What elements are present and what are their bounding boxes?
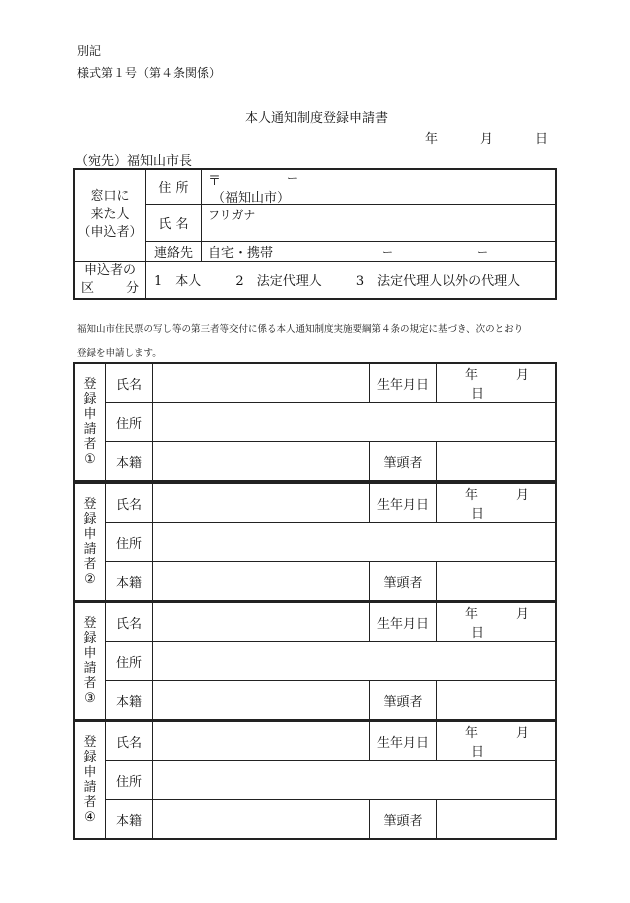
name-label: 氏名 bbox=[106, 483, 153, 523]
option-other-agent[interactable]: 3 法定代理人以外の代理人 bbox=[355, 274, 521, 289]
appendix-note: 別記 bbox=[77, 44, 102, 58]
domicile-input[interactable] bbox=[153, 800, 370, 840]
date-month: 月 bbox=[480, 132, 494, 147]
domicile-label: 本籍 bbox=[106, 562, 153, 602]
window-visitor-label: 窓口に 来た人 （申込者） bbox=[74, 169, 146, 261]
head-label: 筆頭者 bbox=[370, 442, 437, 482]
form-number: 様式第１号（第４条関係） bbox=[77, 66, 222, 80]
registrant-table-1 bbox=[73, 362, 557, 482]
statement-line-1: 福知山市住民票の写し等の第三者等交付に係る本人通知制度実施要綱第４条の規定に基づき、次のとおり bbox=[77, 324, 524, 335]
furigana-label: フリガナ bbox=[208, 207, 256, 222]
registrant-table-2 bbox=[73, 482, 557, 602]
head-input[interactable] bbox=[437, 800, 557, 840]
applicant-address-field[interactable] bbox=[202, 169, 557, 204]
option-legal-agent[interactable]: 2 法定代理人 bbox=[235, 274, 322, 289]
document-title: 本人通知制度登録申請書 bbox=[245, 111, 389, 126]
birthdate-label: 生年月日 bbox=[370, 483, 437, 523]
head-input[interactable] bbox=[437, 681, 557, 721]
applicant-name-field[interactable] bbox=[202, 204, 557, 241]
birthdate-input[interactable]: 年 月日 bbox=[437, 721, 557, 761]
contact-type: 自宅・携帯 bbox=[208, 245, 274, 261]
address-label: 住所 bbox=[106, 403, 153, 442]
registrant-label-2: 登 録 申 請 者 ② bbox=[74, 483, 106, 601]
name-label: 氏名 bbox=[106, 363, 153, 403]
name-input[interactable] bbox=[153, 721, 370, 761]
address-label: 住所 bbox=[106, 523, 153, 562]
option-principal[interactable]: 1 本人 bbox=[154, 274, 202, 289]
statement-line-2: 登録を申請します。 bbox=[77, 348, 162, 359]
birthdate-label: 生年月日 bbox=[370, 363, 437, 403]
name-label: 氏名 bbox=[106, 721, 153, 761]
birthdate-input[interactable]: 年 月日 bbox=[437, 483, 557, 523]
address-input[interactable] bbox=[153, 523, 557, 562]
domicile-input[interactable] bbox=[153, 562, 370, 602]
category-options bbox=[146, 261, 557, 299]
registrant-table-4 bbox=[73, 720, 557, 840]
domicile-label: 本籍 bbox=[106, 800, 153, 840]
head-label: 筆頭者 bbox=[370, 681, 437, 721]
domicile-input[interactable] bbox=[153, 681, 370, 721]
date-day: 日 bbox=[535, 132, 549, 147]
head-label: 筆頭者 bbox=[370, 562, 437, 602]
registrant-label-4: 登 録 申 請 者 ④ bbox=[74, 721, 106, 839]
head-input[interactable] bbox=[437, 442, 557, 482]
registrant-label-3: 登 録 申 請 者 ③ bbox=[74, 602, 106, 720]
domicile-input[interactable] bbox=[153, 442, 370, 482]
address-input[interactable] bbox=[153, 761, 557, 800]
date-year: 年 bbox=[425, 132, 439, 147]
name-input[interactable] bbox=[153, 483, 370, 523]
birthdate-input[interactable]: 年 月日 bbox=[437, 363, 557, 403]
head-input[interactable] bbox=[437, 562, 557, 602]
contact-label: 連絡先 bbox=[146, 241, 202, 261]
contact-dash-2: ー bbox=[477, 245, 488, 259]
city-note: （福知山市） bbox=[212, 191, 291, 206]
name-label: 氏 名 bbox=[146, 204, 202, 241]
contact-dash-1: ー bbox=[382, 245, 393, 259]
name-input[interactable] bbox=[153, 602, 370, 642]
domicile-label: 本籍 bbox=[106, 681, 153, 721]
birthdate-input[interactable]: 年 月日 bbox=[437, 602, 557, 642]
postal-dash: ー bbox=[287, 172, 298, 185]
birthdate-label: 生年月日 bbox=[370, 721, 437, 761]
name-input[interactable] bbox=[153, 363, 370, 403]
address-label: 住所 bbox=[106, 761, 153, 800]
address-input[interactable] bbox=[153, 403, 557, 442]
address-label: 住 所 bbox=[146, 169, 202, 204]
head-label: 筆頭者 bbox=[370, 800, 437, 840]
address-label: 住所 bbox=[106, 642, 153, 681]
name-label: 氏名 bbox=[106, 602, 153, 642]
birthdate-label: 生年月日 bbox=[370, 602, 437, 642]
category-label: 申込者の 区 分 bbox=[74, 261, 146, 299]
domicile-label: 本籍 bbox=[106, 442, 153, 482]
postal-mark: 〒 bbox=[208, 174, 222, 189]
address-input[interactable] bbox=[153, 642, 557, 681]
applicant-table bbox=[73, 168, 557, 300]
addressee: （宛先）福知山市長 bbox=[75, 154, 193, 169]
registrant-label-1: 登 録 申 請 者 ① bbox=[74, 363, 106, 481]
applicant-contact-field[interactable] bbox=[202, 241, 557, 261]
registrant-table-3 bbox=[73, 601, 557, 721]
